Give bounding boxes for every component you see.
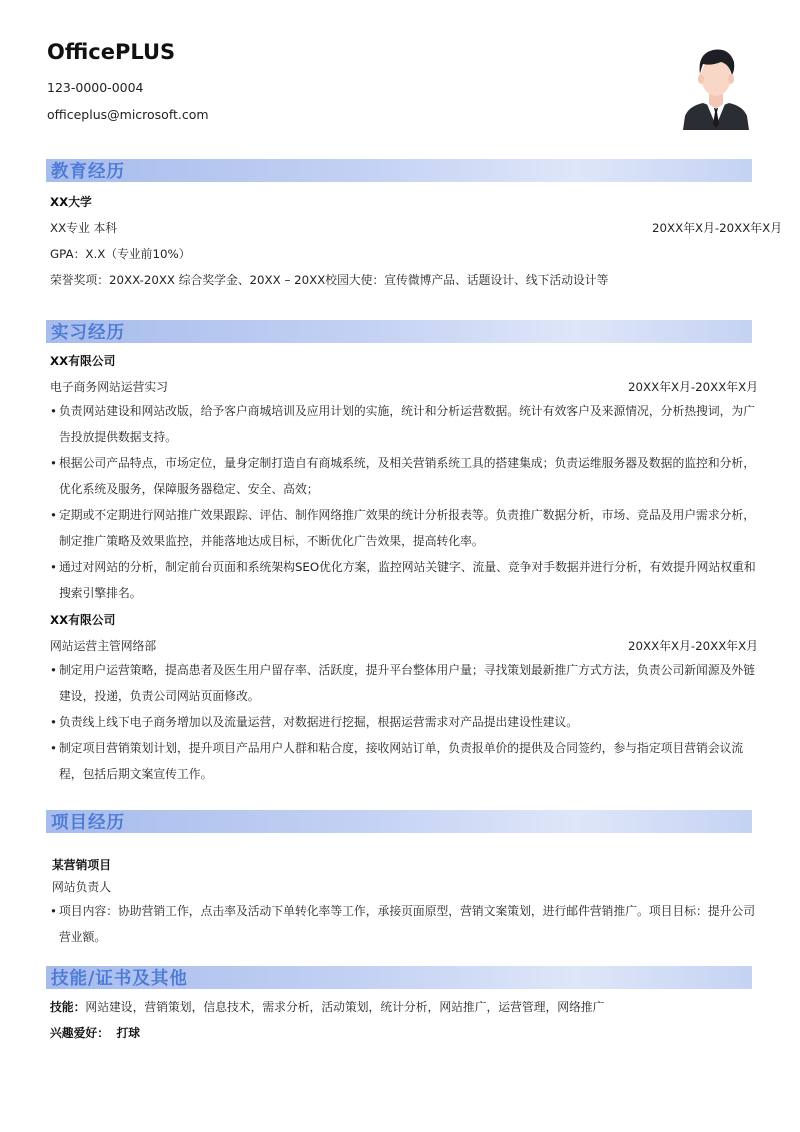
school-name: XX大学 [50, 195, 92, 209]
section-header-projects [46, 810, 752, 833]
skills-label: 技能： [50, 1000, 86, 1014]
section-title: 实习经历 [51, 323, 125, 343]
project-name: 某营销项目 [52, 858, 111, 872]
bullet-text: 制定用户运营策略，提高患者及医生用户留存率、活跃度，提升平台整体用户量；寻找策划最新推广方式方法，负责公司新闻源及外链建设，投递，负责公司网站页面修改。 [59, 663, 756, 703]
job-role: 电子商务网站运营实习 [50, 380, 168, 394]
list-item [50, 735, 756, 787]
list-item [50, 709, 756, 735]
list-item [50, 502, 756, 554]
section-title: 教育经历 [51, 162, 125, 182]
bullet-text: 负责网站建设和网站改版，给予客户商城培训及应用计划的实施，统计和分析运营数据。统计有效客户及来源情况，分析热搜词，为广告投放提供数据支持。 [59, 404, 756, 444]
list-item [50, 554, 756, 606]
job-role: 网站运营主管网络部 [50, 639, 157, 653]
bullet-icon: • [50, 663, 57, 677]
bullet-text: 负责线上线下电子商务增加以及流量运营，对数据进行挖掘，根据运营需求对产品提出建设性建议。 [59, 715, 579, 729]
bullet-icon: • [50, 741, 57, 755]
resume-name: OfficePLUS [47, 40, 176, 64]
bullet-icon: • [50, 560, 57, 574]
list-item [50, 398, 756, 450]
skills-line [50, 998, 604, 1015]
company-name: XX有限公司 [50, 354, 116, 368]
bullet-icon: • [50, 904, 57, 918]
section-header-internship [46, 320, 752, 343]
list-item [50, 450, 756, 502]
honors-line: 荣誉奖项：20XX-20XX 综合奖学金、20XX – 20XX校园大使：宣传微博产品、话题设计、线下活动设计等 [50, 273, 609, 287]
bullet-text: 制定项目营销策划计划，提升项目产品用户人群和粘合度，接收网站订单，负责报单价的提供及合同签约，参与指定项目营销会议流程，包括后期文案宣传工作。 [59, 741, 744, 781]
project-role: 网站负责人 [52, 880, 111, 894]
hobby-text: 打球 [116, 1026, 141, 1040]
bullet-icon: • [50, 508, 57, 522]
job-date: 20XX年X月-20XX年X月 [628, 380, 758, 394]
section-header-skills [46, 966, 752, 989]
list-item [50, 657, 756, 709]
bullet-icon: • [50, 456, 57, 470]
hobby-line [50, 1024, 140, 1041]
avatar-photo [681, 42, 751, 130]
section-header-education [46, 159, 752, 182]
avatar-icon [681, 42, 751, 130]
major-degree: XX专业 本科 [50, 221, 118, 235]
bullet-text: 通过对网站的分析，制定前台页面和系统架构SEO优化方案，监控网站关键字、流量、竞争对手数据并进行分析，有效提升网站权重和搜索引擎排名。 [59, 560, 756, 600]
bullet-text: 项目内容：协助营销工作，点击率及活动下单转化率等工作，承接页面原型，营销文案策划，进行邮件营销推广。项目目标：提升公司营业额。 [59, 904, 756, 944]
section-title: 技能/证书及其他 [51, 969, 188, 989]
phone-number: 123-0000-0004 [47, 80, 144, 95]
company-name: XX有限公司 [50, 613, 116, 627]
skills-text: 网站建设，营销策划，信息技术，需求分析，活动策划，统计分析，网站推广，运营管理，网络推广 [85, 1000, 605, 1014]
education-date: 20XX年X月-20XX年X月 [652, 221, 782, 235]
job-date: 20XX年X月-20XX年X月 [628, 639, 758, 653]
email-address: officeplus@microsoft.com [47, 107, 209, 122]
bullet-icon: • [50, 404, 57, 418]
bullet-text: 根据公司产品特点，市场定位，量身定制打造自有商城系统，及相关营销系统工具的搭建集成；负责运维服务器及数据的监控和分析，优化系统及服务，保障服务器稳定、安全、高效； [59, 456, 756, 496]
bullet-icon: • [50, 715, 57, 729]
gpa-line: GPA：X.X（专业前10%） [50, 247, 191, 261]
hobby-label: 兴趣爱好： [50, 1026, 109, 1040]
section-title: 项目经历 [51, 813, 125, 833]
bullet-text: 定期或不定期进行网站推广效果跟踪、评估、制作网络推广效果的统计分析报表等。负责推广数据分析，市场、竞品及用户需求分析，制定推广策略及效果监控，并能落地达成目标，不断优化广告效果，提高转化率。 [59, 508, 756, 548]
list-item [50, 898, 756, 950]
